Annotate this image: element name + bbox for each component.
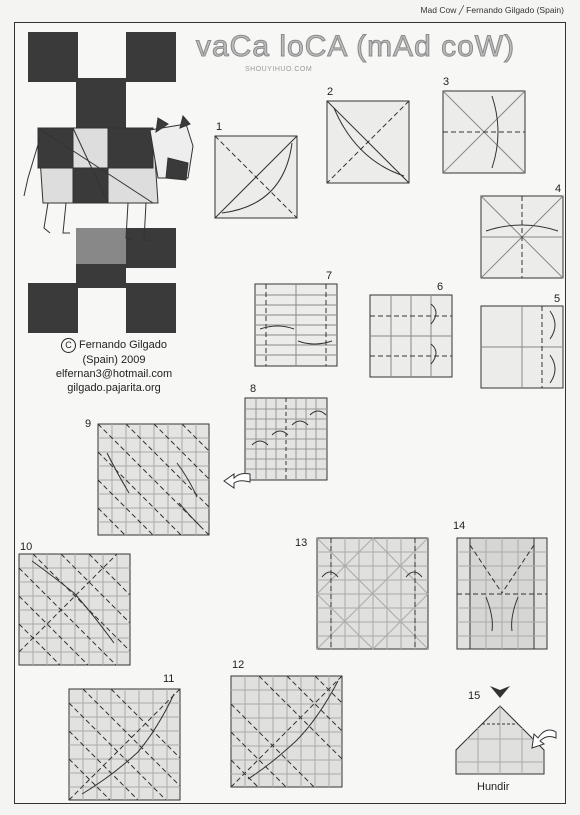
- page-header: Mad Cow ╱ Fernando Gilgado (Spain): [420, 5, 564, 15]
- step-number-11: 11: [163, 673, 175, 685]
- step-13-diagram: [316, 537, 429, 650]
- step-4-diagram: [480, 195, 564, 279]
- step-8-diagram: [244, 397, 328, 481]
- author-origin: (Spain) 2009: [82, 354, 146, 366]
- step-2-diagram: [326, 100, 410, 184]
- step-number-3: 3: [443, 76, 450, 88]
- author-website[interactable]: gilgado.pajarita.org: [67, 382, 161, 394]
- copyright-icon: C: [61, 338, 76, 353]
- step-5-diagram: [480, 305, 564, 389]
- step-number-2: 2: [327, 86, 334, 98]
- step-11-diagram: [68, 688, 181, 801]
- step-number-1: 1: [216, 121, 223, 133]
- author-credit: [34, 338, 194, 395]
- author-email[interactable]: elfernan3@hotmail.com: [55, 368, 173, 380]
- step-1-diagram: [214, 135, 298, 219]
- turn-over-arrow-icon: [222, 470, 252, 490]
- step-number-15: 15: [468, 690, 481, 702]
- step-number-10: 10: [20, 541, 33, 553]
- hundir-label: Hundir: [477, 781, 510, 793]
- step-number-14: 14: [453, 520, 466, 532]
- step-number-7: 7: [326, 270, 333, 282]
- step-7-diagram: [254, 283, 338, 367]
- step-6-diagram: [369, 294, 453, 378]
- step-15-diagram: [452, 684, 562, 779]
- step-number-6: 6: [437, 281, 444, 293]
- step-number-4: 4: [555, 183, 562, 195]
- page-title: vaCa loCA (mAd coW): [196, 30, 516, 63]
- step-9-diagram: [97, 423, 210, 536]
- author-name: Fernando Gilgado: [78, 339, 168, 351]
- step-number-8: 8: [250, 383, 257, 395]
- step-3-diagram: [442, 90, 526, 174]
- step-12-diagram: [230, 675, 343, 788]
- step-number-13: 13: [295, 537, 308, 549]
- step-number-5: 5: [554, 293, 561, 305]
- watermark-text: SHOUYIHUO.COM: [245, 66, 313, 73]
- step-14-diagram: [456, 537, 548, 650]
- step-number-12: 12: [232, 659, 245, 671]
- step-10-diagram: [18, 553, 131, 666]
- step-number-9: 9: [85, 418, 92, 430]
- cow-crease-pattern-art: [18, 28, 218, 338]
